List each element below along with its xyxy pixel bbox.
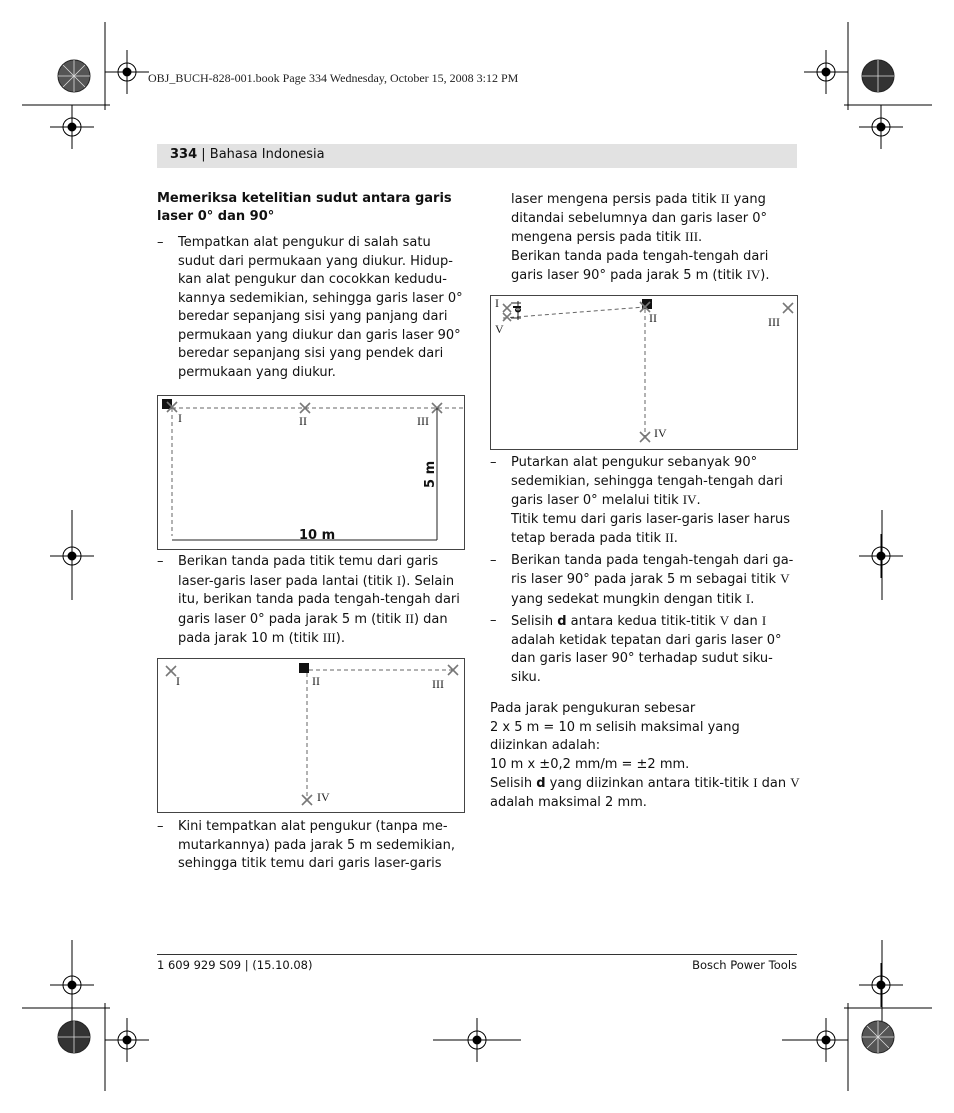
- page-header: [170, 147, 325, 162]
- laser-line-rotated: [503, 307, 645, 318]
- point-II-label: II: [312, 674, 320, 688]
- step-3-mark-iv: Berikan tanda pada tengah-tengah dari garis laser 90° pada jarak 5 m (titik IV).: [511, 248, 770, 283]
- figure-3-layout: [490, 295, 798, 450]
- dimension-10m: 10 m: [299, 528, 336, 543]
- point-III-label: III: [417, 414, 429, 428]
- point-IV-label: IV: [317, 790, 330, 804]
- figure-2-drawing: [158, 659, 464, 812]
- right-column-steps: [490, 454, 800, 812]
- point-II-label: II: [299, 414, 307, 428]
- figure-1-layout: [157, 395, 465, 550]
- step-4-note: Titik temu dari garis laser-garis laser harus tetap berada pada titik II.: [511, 511, 791, 546]
- section-heading: Memeriksa ketelitian sudut antara garis laser 0° dan 90°: [157, 191, 452, 224]
- laser-device-icon: [299, 663, 309, 673]
- point-III-label: III: [432, 677, 444, 691]
- tolerance-para-3: 10 m x ±0,2 mm/m = ±2 mm.: [490, 756, 690, 772]
- point-II-label: II: [649, 311, 657, 325]
- tolerance-para-2: 2 x 5 m = 10 m selisih maksimal yang diizinkan adalah:: [490, 719, 740, 753]
- header-language: Bahasa Indonesia: [209, 147, 325, 162]
- print-slug: OBJ_BUCH-828-001.book Page 334 Wednesday, October 15, 2008 3:12 PM: [148, 71, 519, 85]
- right-column-continued: [490, 190, 800, 286]
- tolerance-para-4: Selisih d yang diizinkan antara titik-titik I dan V adalah maksimal 2 mm.: [490, 775, 800, 810]
- point-V-label: V: [495, 322, 504, 336]
- footer-brand: Bosch Power Tools: [692, 958, 797, 972]
- point-I-label: I: [178, 411, 182, 425]
- figure-2-layout: [157, 658, 465, 813]
- header-separator: |: [197, 147, 210, 162]
- left-column: [157, 190, 465, 382]
- figure-1-drawing: [158, 396, 464, 549]
- figure-3-drawing: [491, 296, 797, 449]
- footer-rule: [157, 954, 797, 955]
- step-3-continued: laser mengena persis pada titik II yang ditandai sebelumnya dan garis laser 0° mengena persis pada titik III.: [511, 191, 767, 245]
- step-2: – Berikan tanda pada titik temu dari garis laser-garis laser pada lantai (titik I). Selain itu, berikan tanda pada tengah-tengah dari garis laser 0° pada jarak 5 m (titik II) dan pada jarak 10 m (titik III).: [157, 553, 465, 649]
- left-column-part-2: [157, 553, 465, 649]
- step-1: – Tempatkan alat pengukur di salah satu sudut dari permukaan yang diukur. Hidup-kan alat pengukur dan cocokkan kedudu-kannya sedemikian, sehingga garis laser 0° beredar sepanjang sisi yang panjang dari permukaan yang diukur dan garis laser 90° beredar sepanjang sisi yang pendek dari permukaan yang diukur.: [157, 234, 465, 382]
- step-3: – Kini tempatkan alat pengukur (tanpa me-mutarkannya) pada jarak 5 m sedemikian, sehingga titik temu dari garis laser-garis: [157, 818, 465, 874]
- tolerance-para-1: Pada jarak pengukuran sebesar: [490, 701, 696, 716]
- point-I-label: I: [495, 296, 499, 310]
- left-column-part-3: [157, 818, 465, 874]
- point-IV-label: IV: [654, 426, 667, 440]
- step-5: – Berikan tanda pada tengah-tengah dari ga-ris laser 90° pada jarak 5 m sebagai titik V yang sedekat mungkin dengan titik I.: [490, 552, 800, 610]
- dimension-d-label: d: [511, 305, 524, 313]
- point-I-label: I: [176, 674, 180, 688]
- page-number: 334: [170, 147, 198, 162]
- dimension-5m: 5 m: [423, 460, 438, 488]
- step-4: – Putarkan alat pengukur sebanyak 90° sedemikian, sehingga tengah-tengah dari garis laser 0° melalui titik IV.: [490, 454, 800, 511]
- point-III-label: III: [768, 315, 780, 329]
- step-6: – Selisih d antara kedua titik-titik V dan I adalah ketidak tepatan dari garis laser 0° dan garis laser 90° terhadap sudut siku-siku.: [490, 612, 800, 687]
- footer-doc-number: 1 609 929 S09 | (15.10.08): [157, 958, 313, 972]
